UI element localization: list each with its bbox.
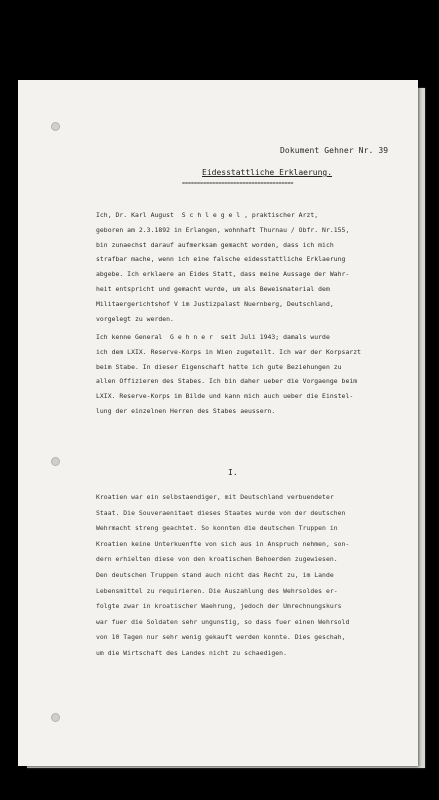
punch-hole — [51, 457, 60, 466]
document-page — [18, 80, 418, 766]
paragraph-declaration: Ich, Dr. Karl August S c h l e g e l , praktischer Arzt, geboren am 2.3.1892 in Erlangen, wohnhaft Thurnau / Obfr. Nr.155, bin zunaechst darauf aufmerksam gemacht worden, dass ich mich strafbar mache, wenn ich eine falsche eidesstattliche Erklaerung abgebe. Ich erklaere an Eides Statt, dass meine Aussage der Wahr- heit entspricht und gemacht wurde, um als Beweismaterial dem Militaergerichtshof V im Justizpalast Nuernberg, Deutschland, vorgelegt zu werden. — [96, 211, 350, 323]
title-underline-rule: ===================================== — [182, 181, 294, 187]
paragraph-acquaintance: Ich kenne General G e h n e r seit Juli 1943; damals wurde ich dem LXIX. Reserve-Korps in Wien zugeteilt. Ich war der Korpsarzt beim Stabe. In dieser Eigenschaft hatte ich gute Beziehungen zu allen Offizieren des Stabes. Ich bin daher ueber die Vorgaenge beim LXIX. Reserve-Korps im Bilde und kann mich auch ueber die Einstel- lung der einzelnen Herren des Stabes aeussern. — [96, 333, 362, 415]
section-numeral: I. — [228, 468, 238, 477]
paragraph-croatia: Kroatien war ein selbstaendiger, mit Deutschland verbuendeter Staat. Die Souveraenitaet dieses Staates wurde von der deutschen Wehrmacht streng geachtet. So konnten die deutschen Truppen in Kroatien keine Unterkuenfte von sich aus in Anspruch nehmen, son- dern erhielten diese von den kroatischen Behoerden zugewiesen. Den deutschen Truppen stand auch nicht das Recht zu, im Lande Lebensmittel zu requirieren. Die Auszahlung des Wehrsoldes er- folgte zwar in kroatischer Waehrung, jedoch der Umrechnungskurs war fuer die Soldaten sehr ungunstig, so dass fuer einen Wehrsold von 10 Tagen nur sehr wenig gekauft werden konnte. Dies geschah, um die Wirtschaft des Landes nicht zu schaedigen. — [96, 493, 350, 657]
document-number: Dokument Gehner Nr. 39 — [280, 146, 389, 155]
punch-hole — [51, 122, 60, 131]
document-title: Eidesstattliche Erklaerung. — [202, 168, 333, 177]
punch-hole — [51, 713, 60, 722]
